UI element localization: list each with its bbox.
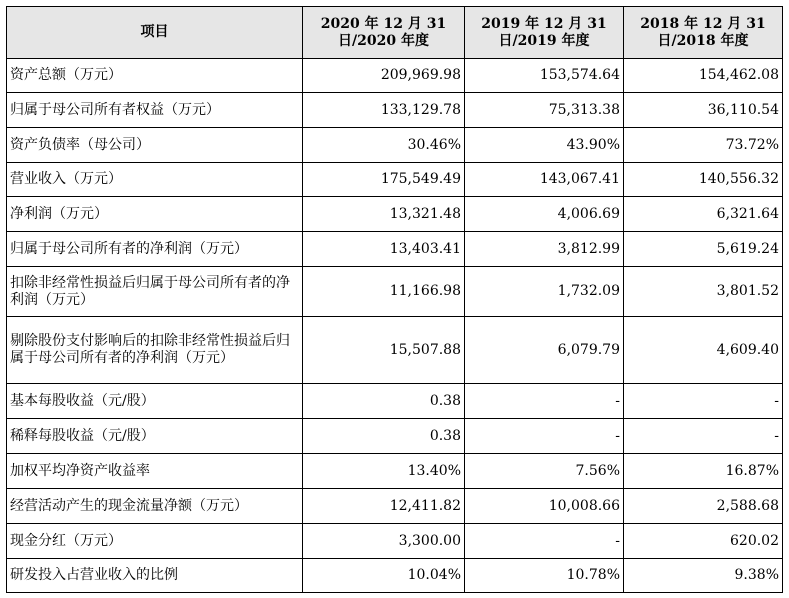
value-cell-2018: 3,801.52 [624,267,783,317]
row-label: 净利润（万元） [7,197,303,232]
table-row [7,59,783,93]
value-cell-2019: 1,732.09 [465,267,624,317]
value-cell-2019: 6,079.79 [465,317,624,384]
value-cell-2020: 13,321.48 [303,197,465,232]
value-cell-2018: 36,110.54 [624,93,783,128]
value-cell-2019: 10.78% [465,559,624,593]
value-cell-2019: 153,574.64 [465,59,624,93]
table-row [7,384,783,419]
value-cell-2020: 13.40% [303,454,465,489]
row-label: 扣除非经常性损益后归属于母公司所有者的净利润（万元） [7,267,303,317]
value-cell-2020: 0.38 [303,384,465,419]
value-cell-2018: 6,321.64 [624,197,783,232]
value-cell-2018: 16.87% [624,454,783,489]
row-label: 归属于母公司所有者权益（万元） [7,93,303,128]
table-row [7,559,783,593]
financial-summary-table [6,6,783,593]
value-cell-2019: 75,313.38 [465,93,624,128]
value-cell-2018: - [624,384,783,419]
row-label: 剔除股份支付影响后的扣除非经常性损益后归属于母公司所有者的净利润（万元） [7,317,303,384]
value-cell-2018: 73.72% [624,128,783,163]
value-cell-2019: 143,067.41 [465,163,624,197]
row-label: 资产总额（万元） [7,59,303,93]
table-row [7,232,783,267]
value-cell-2019: 7.56% [465,454,624,489]
row-label: 加权平均净资产收益率 [7,454,303,489]
table-row [7,419,783,454]
value-cell-2019: - [465,384,624,419]
value-cell-2018: 4,609.40 [624,317,783,384]
value-cell-2020: 175,549.49 [303,163,465,197]
value-cell-2018: 2,588.68 [624,489,783,524]
value-cell-2020: 209,969.98 [303,59,465,93]
value-cell-2018: 140,556.32 [624,163,783,197]
table-row [7,93,783,128]
value-cell-2018: 620.02 [624,524,783,559]
table-body [7,59,783,593]
value-cell-2018: 9.38% [624,559,783,593]
value-cell-2020: 30.46% [303,128,465,163]
value-cell-2019: 43.90% [465,128,624,163]
value-cell-2020: 10.04% [303,559,465,593]
value-cell-2019: - [465,524,624,559]
header-item: 项目 [7,7,303,59]
value-cell-2019: - [465,419,624,454]
value-cell-2020: 12,411.82 [303,489,465,524]
value-cell-2020: 13,403.41 [303,232,465,267]
value-cell-2019: 4,006.69 [465,197,624,232]
value-cell-2018: - [624,419,783,454]
row-label: 现金分红（万元） [7,524,303,559]
row-label: 基本每股收益（元/股） [7,384,303,419]
value-cell-2018: 154,462.08 [624,59,783,93]
header-2019: 2019 年 12 月 31 日/2019 年度 [465,7,624,59]
value-cell-2019: 10,008.66 [465,489,624,524]
value-cell-2020: 3,300.00 [303,524,465,559]
financial-table-wrapper [6,6,783,593]
row-label: 资产负债率（母公司） [7,128,303,163]
table-row [7,317,783,384]
row-label: 营业收入（万元） [7,163,303,197]
value-cell-2018: 5,619.24 [624,232,783,267]
header-2020: 2020 年 12 月 31 日/2020 年度 [303,7,465,59]
row-label: 归属于母公司所有者的净利润（万元） [7,232,303,267]
table-row [7,524,783,559]
table-row [7,454,783,489]
table-row [7,489,783,524]
header-2018: 2018 年 12 月 31 日/2018 年度 [624,7,783,59]
row-label: 稀释每股收益（元/股） [7,419,303,454]
row-label: 经营活动产生的现金流量净额（万元） [7,489,303,524]
header-row [7,7,783,59]
table-row [7,128,783,163]
value-cell-2020: 133,129.78 [303,93,465,128]
value-cell-2020: 11,166.98 [303,267,465,317]
value-cell-2020: 15,507.88 [303,317,465,384]
table-row [7,163,783,197]
table-row [7,267,783,317]
table-row [7,197,783,232]
row-label: 研发投入占营业收入的比例 [7,559,303,593]
value-cell-2020: 0.38 [303,419,465,454]
value-cell-2019: 3,812.99 [465,232,624,267]
